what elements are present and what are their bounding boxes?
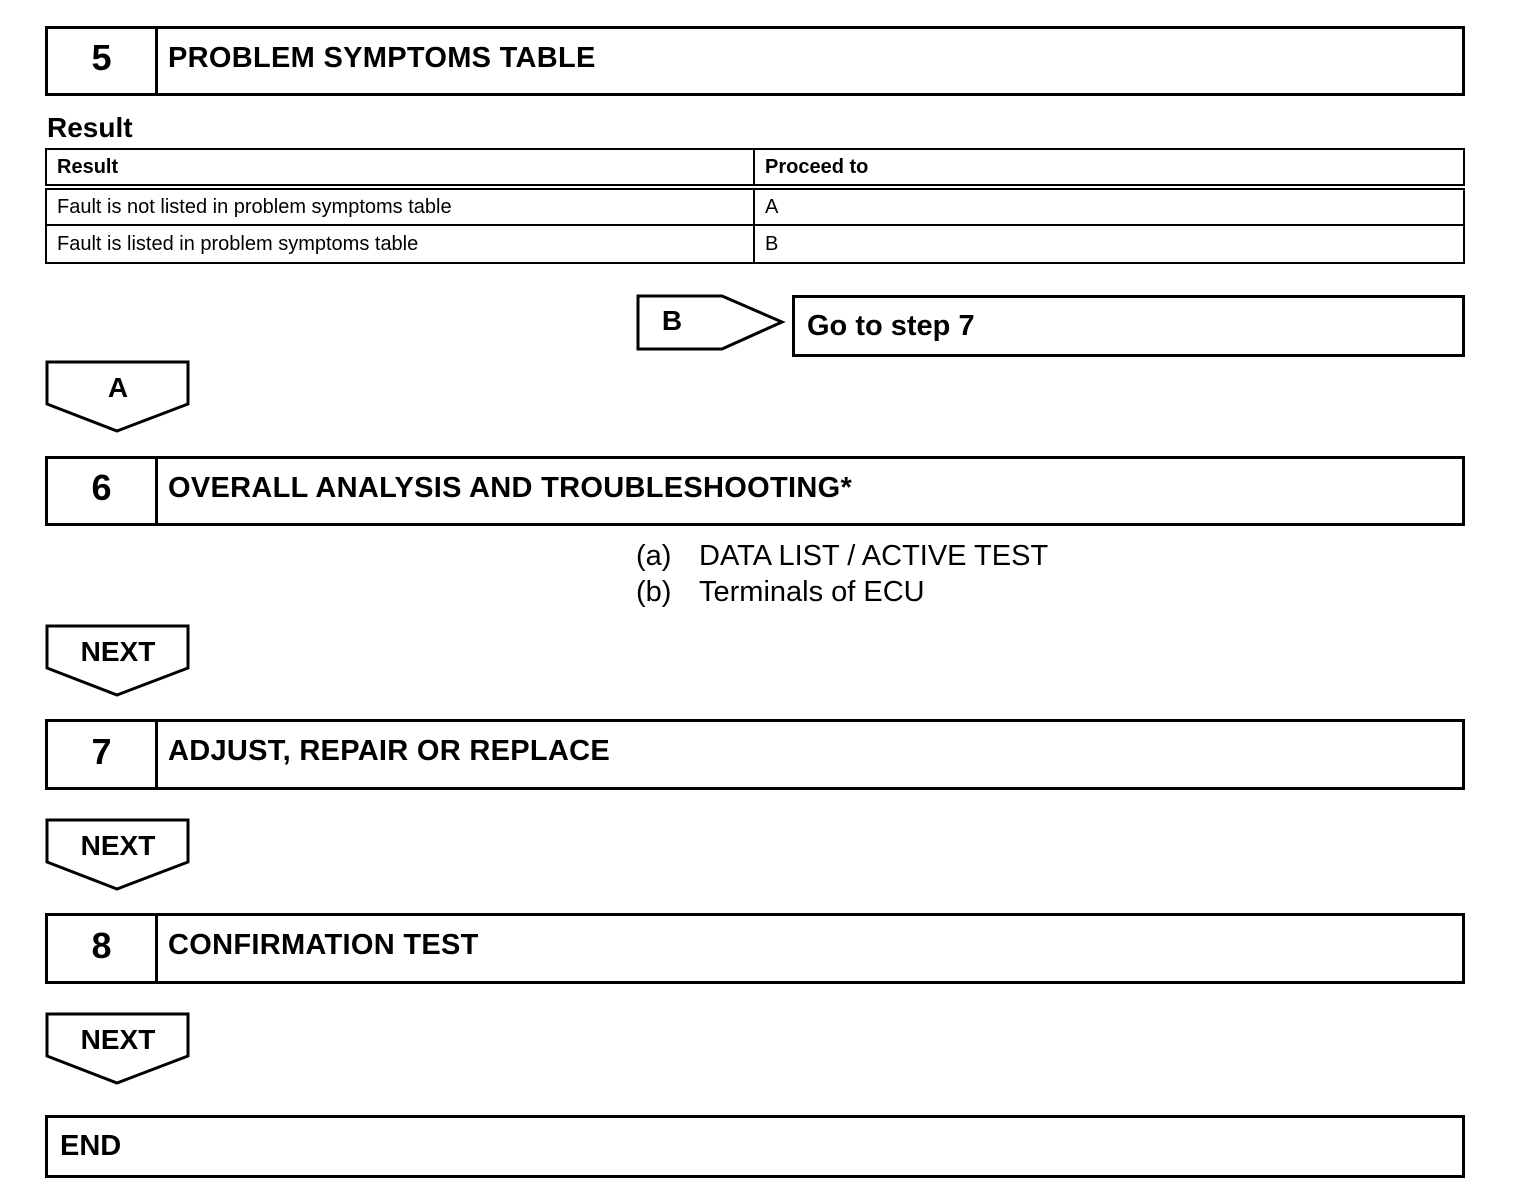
table-header-row [46, 149, 1464, 187]
step-title: ADJUST, REPAIR OR REPLACE [168, 735, 611, 767]
step-8-header [45, 913, 1465, 984]
step-number: 7 [48, 722, 158, 787]
step-title: CONFIRMATION TEST [168, 929, 479, 961]
step-title: OVERALL ANALYSIS AND TROUBLESHOOTING* [168, 471, 853, 504]
step-6-sub-list [636, 538, 1048, 610]
list-item [636, 538, 1048, 574]
branch-a-label: A [107, 372, 129, 403]
next-label: NEXT [80, 1024, 156, 1055]
list-item-mark: (a) [636, 540, 672, 572]
step-number: 6 [48, 459, 158, 523]
step-5-header [45, 26, 1465, 96]
column-header-proceed-to: Proceed to [754, 149, 1464, 187]
table-row [46, 225, 1464, 263]
list-item-text: DATA LIST / ACTIVE TEST [699, 540, 1049, 572]
step-title: PROBLEM SYMPTOMS TABLE [168, 41, 596, 74]
proceed-cell: A [754, 187, 1464, 225]
list-item-mark: (b) [636, 576, 672, 608]
column-header-result: Result [46, 149, 754, 187]
next-label: NEXT [80, 830, 156, 861]
result-heading: Result [47, 112, 133, 143]
table-row [46, 187, 1464, 225]
result-cell: Fault is not listed in problem symptoms table [46, 187, 754, 225]
step-number: 5 [48, 29, 158, 93]
list-item-text: Terminals of ECU [699, 576, 925, 608]
end-box: END [45, 1115, 1465, 1178]
step-number: 8 [48, 916, 158, 981]
step-6-header [45, 456, 1465, 526]
branch-b-label: B [661, 305, 683, 336]
next-label: NEXT [80, 636, 156, 667]
list-item [636, 574, 1048, 610]
result-table [45, 148, 1465, 264]
proceed-cell: B [754, 225, 1464, 263]
step-7-header [45, 719, 1465, 790]
result-cell: Fault is listed in problem symptoms table [46, 225, 754, 263]
go-to-step-7-box[interactable]: Go to step 7 [792, 295, 1465, 357]
